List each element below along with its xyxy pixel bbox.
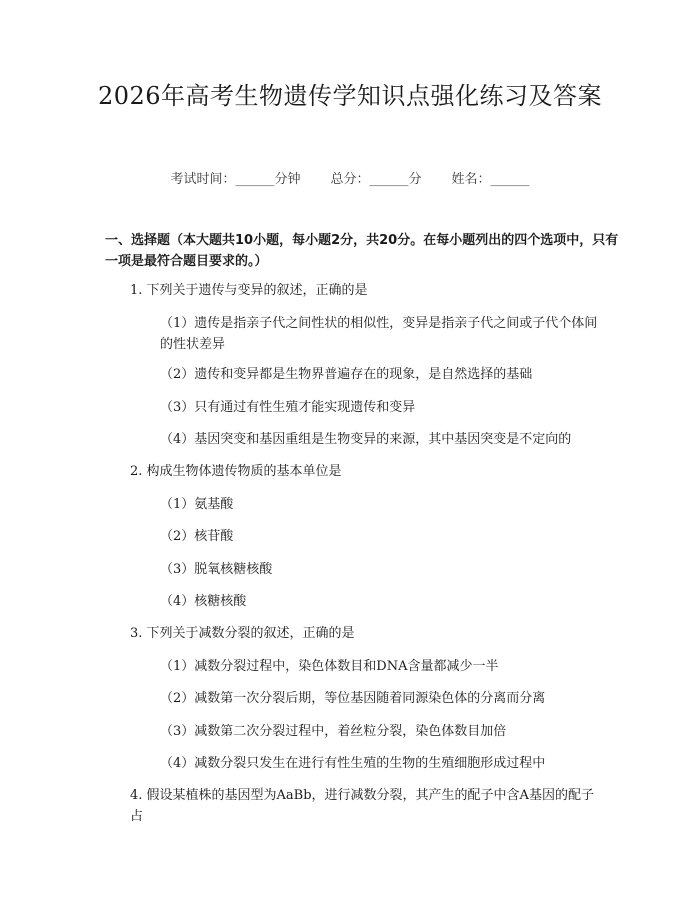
question-2-option-1: （1）氨基酸: [160, 497, 234, 512]
question-3-option-3: （3）减数第二次分裂过程中，着丝粒分裂，染色体数目加倍: [160, 724, 507, 739]
question-2-stem: 2. 构成生物体遗传物质的基本单位是: [130, 464, 342, 479]
question-2-option-2: （2）核苷酸: [160, 529, 234, 544]
exam-time-field: 考试时间：______分钟: [170, 172, 301, 187]
question-4-stem: 4. 假设某植株的基因型为AaBb，进行减数分裂，其产生的配子中含A基因的配子占: [130, 788, 594, 824]
question-2-option-4: （4）核糖核酸: [160, 594, 247, 609]
question-3-stem: 3. 下列关于减数分裂的叙述，正确的是: [130, 626, 355, 641]
question-1-option-1: （1）遗传是指亲子代之间性状的相似性，变异是指亲子代之间或子代个体间的性状差异: [160, 316, 598, 352]
question-2-option-3: （3）脱氧核糖核酸: [160, 562, 273, 577]
section-heading: 一、选择题（本大题共10小题，每小题2分，共20分。在每小题列出的四个选项中，只有一项是最符合题目要求的。）: [105, 233, 619, 269]
question-1-option-3: （3）只有通过有性生殖才能实现遗传和变异: [160, 400, 416, 415]
question-1-option-2: （2）遗传和变异都是生物界普遍存在的现象，是自然选择的基础: [160, 367, 533, 382]
question-1-option-4: （4）基因突变和基因重组是生物变异的来源，其中基因突变是不定向的: [160, 432, 572, 447]
question-3-option-4: （4）减数分裂只发生在进行有性生殖的生物的生殖细胞形成过程中: [160, 756, 546, 771]
question-1-stem: 1. 下列关于遗传与变异的叙述，正确的是: [130, 283, 368, 298]
exam-meta: [0, 168, 700, 187]
student-name-field: 姓名：______: [451, 172, 530, 187]
question-3-option-1: （1）减数分裂过程中，染色体数目和DNA含量都减少一半: [160, 659, 499, 674]
total-score-field: 总分：______分: [330, 172, 422, 187]
question-3-option-2: （2）减数第一次分裂后期，等位基因随着同源染色体的分离而分离: [160, 691, 546, 706]
page-title: 2026年高考生物遗传学知识点强化练习及答案: [97, 82, 603, 110]
